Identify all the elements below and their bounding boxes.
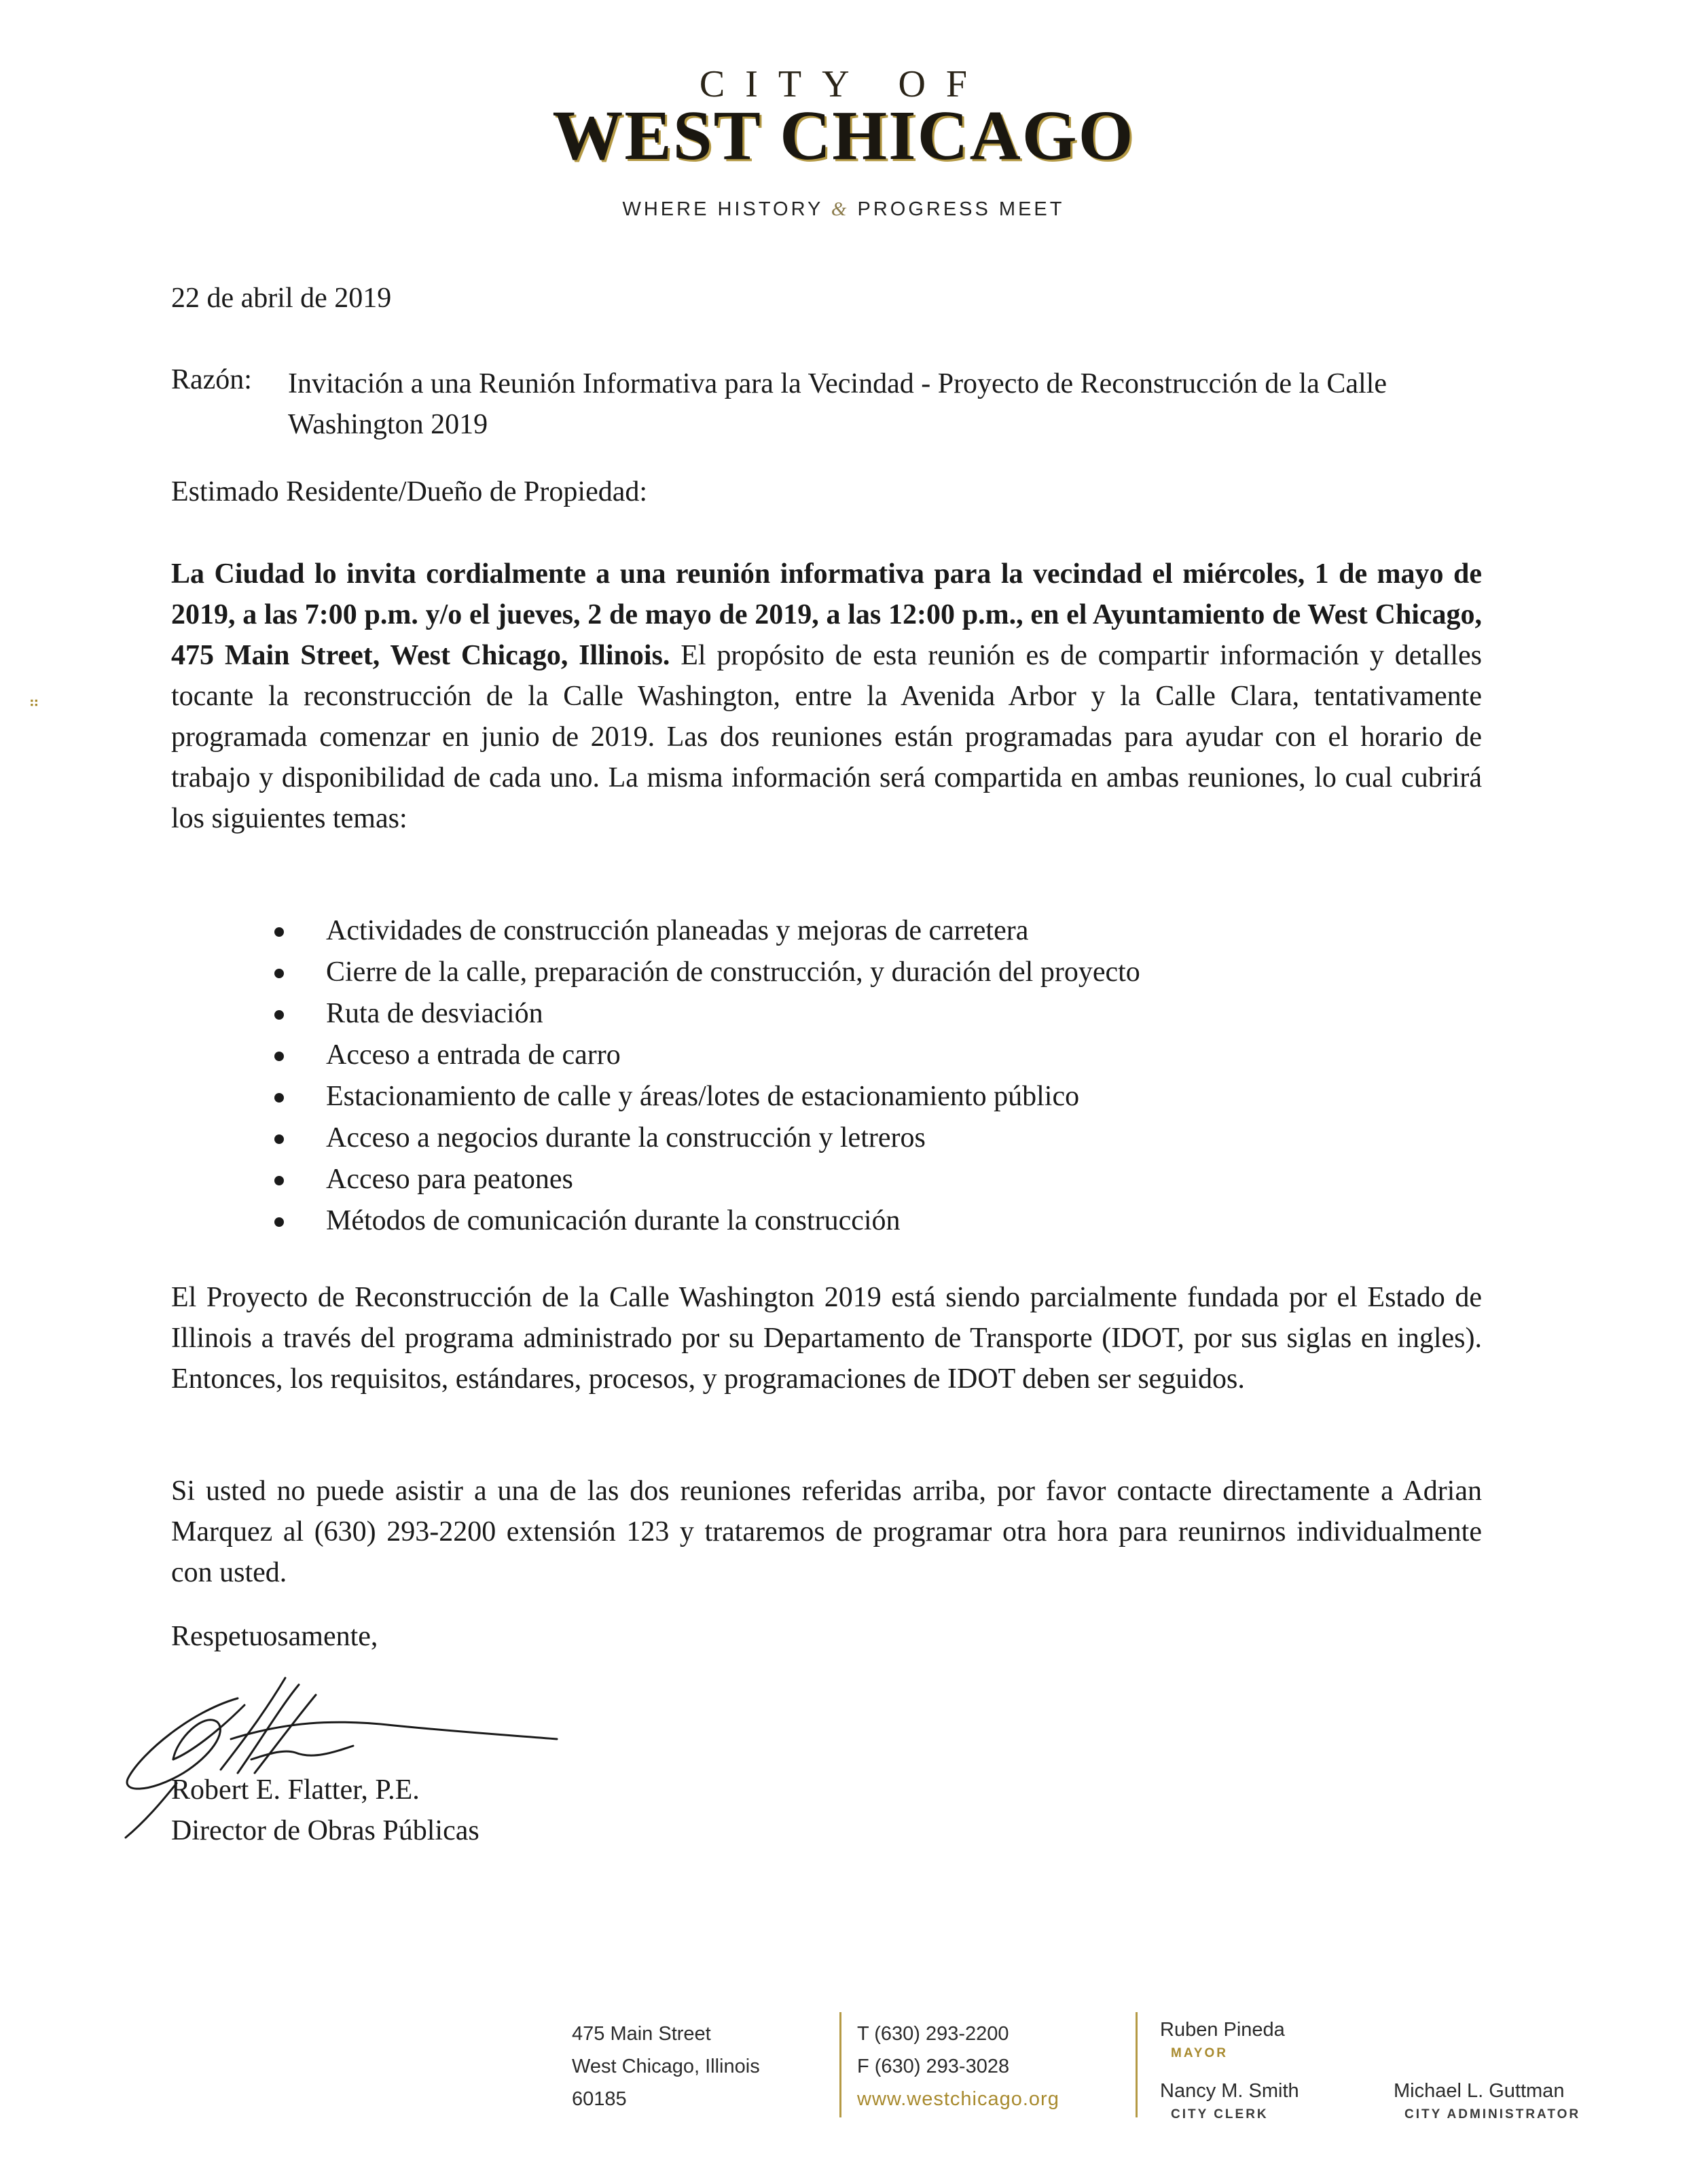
phone-number: T (630) 293-2200 — [857, 2023, 1009, 2045]
tagline-ampersand: & — [831, 198, 850, 220]
list-item — [272, 1117, 1494, 1159]
signer-block — [171, 1770, 479, 1851]
official-name: Nancy M. Smith — [1160, 2080, 1299, 2102]
official-name: Ruben Pineda — [1160, 2019, 1285, 2041]
bullet-icon — [274, 927, 284, 937]
list-item — [272, 993, 1494, 1035]
bullet-icon — [274, 1010, 284, 1020]
topic-text: Métodos de comunicación durante la construcción — [326, 1205, 901, 1236]
footer-contact — [857, 2018, 1059, 2115]
topic-text: Acceso a negocios durante la construcción y letreros — [326, 1122, 926, 1153]
address-line: 60185 — [572, 2088, 627, 2110]
bullet-icon — [274, 1134, 284, 1144]
footer-divider — [839, 2012, 841, 2117]
topic-text: Estacionamiento de calle y áreas/lotes de estacionamiento público — [326, 1081, 1080, 1112]
letterhead-city-name: WEST CHICAGO — [552, 96, 1135, 175]
topic-text: Acceso para peatones — [326, 1164, 573, 1195]
official-role: CITY ADMINISTRATOR — [1404, 2107, 1581, 2122]
topic-text: Actividades de construcción planeadas y mejoras de carretera — [326, 915, 1029, 946]
topic-text: Cierre de la calle, preparación de construcción, y duración del proyecto — [326, 956, 1140, 988]
tagline-right: PROGRESS MEET — [857, 198, 1065, 220]
official-name: Michael L. Guttman — [1394, 2080, 1565, 2102]
list-item — [272, 1159, 1494, 1200]
address-line: 475 Main Street — [572, 2023, 711, 2045]
website-link[interactable]: www.westchicago.org — [857, 2088, 1059, 2110]
bullet-icon — [274, 1217, 284, 1227]
topic-text: Ruta de desviación — [326, 998, 543, 1029]
list-item — [272, 910, 1494, 952]
letter-date: 22 de abril de 2019 — [171, 283, 392, 314]
official-role: CITY CLERK — [1171, 2107, 1269, 2122]
fax-number: F (630) 293-3028 — [857, 2056, 1010, 2077]
paragraph-funding: El Proyecto de Reconstrucción de la Calle Washington 2019 está siendo parcialmente fundada por el Estado de Illinois a través del programa administrado por su Departamento de Transporte (IDOT, por sus siglas en ingles). Entonces, los requisitos, estándares, procesos, y programaciones de IDOT deben ser seguidos. — [171, 1282, 1482, 1395]
footer-address — [572, 2018, 760, 2115]
bullet-icon — [274, 969, 284, 978]
topic-text: Acceso a entrada de carro — [326, 1039, 621, 1071]
subject-label: Razón: — [171, 364, 252, 395]
invitation-text: El propósito de esta reunión es de compartir información y detalles tocante la reconstrucción de la Calle Washington, entre la Avenida Arbor y la Calle Clara, tentativamente programada comenzar en junio de 2019. Las dos reuniones están programadas para ayudar con el horario de trabajo y disponibilidad de cada uno. La misma información será compartida en ambas reuniones, lo cual cubrirá los siguientes temas: — [171, 640, 1482, 834]
topics-list — [272, 910, 1494, 1242]
address-line: West Chicago, Illinois — [572, 2056, 760, 2077]
footer-divider — [1136, 2012, 1138, 2117]
signer-title: Director de Obras Públicas — [171, 1815, 479, 1846]
list-item — [272, 952, 1494, 993]
bullet-icon — [274, 1093, 284, 1103]
bullet-icon — [274, 1176, 284, 1185]
invitation-bold-text: La Ciudad lo invita cordialmente a una reunión informativa para la vecindad el miércoles, 1 de mayo de 2019, a las 7:00 p.m. y/o el jueves, 2 de mayo de 2019, a las 12:00 p.m., en el Ayuntamiento de West Chicago, 475 Main Street, West Chicago, Illinois. — [171, 558, 1482, 671]
paragraph-contact: Si usted no puede asistir a una de las dos reuniones referidas arriba, por favor contacte directamente a Adrian Marquez al (630) 293-2200 extensión 123 y trataremos de programar otra hora para reunirnos individualmente con usted. — [171, 1475, 1482, 1588]
paragraph-invitation — [171, 554, 1482, 839]
city-of-text: CITY OF — [699, 63, 988, 105]
subject-text: Invitación a una Reunión Informativa para la Vecindad - Proyecto de Reconstrucción de la Calle Washington 2019 — [288, 368, 1387, 440]
official-role: MAYOR — [1171, 2046, 1228, 2060]
closing: Respetuosamente, — [171, 1621, 378, 1652]
list-item — [272, 1076, 1494, 1117]
margin-dots-mark: ⠶ — [29, 694, 40, 711]
bullet-icon — [274, 1052, 284, 1061]
list-item — [272, 1200, 1494, 1242]
signer-name: Robert E. Flatter, P.E. — [171, 1774, 420, 1806]
list-item — [272, 1035, 1494, 1076]
salutation: Estimado Residente/Dueño de Propiedad: — [171, 476, 648, 507]
tagline-left: WHERE HISTORY — [622, 198, 823, 220]
letterhead-tagline — [0, 198, 1687, 221]
